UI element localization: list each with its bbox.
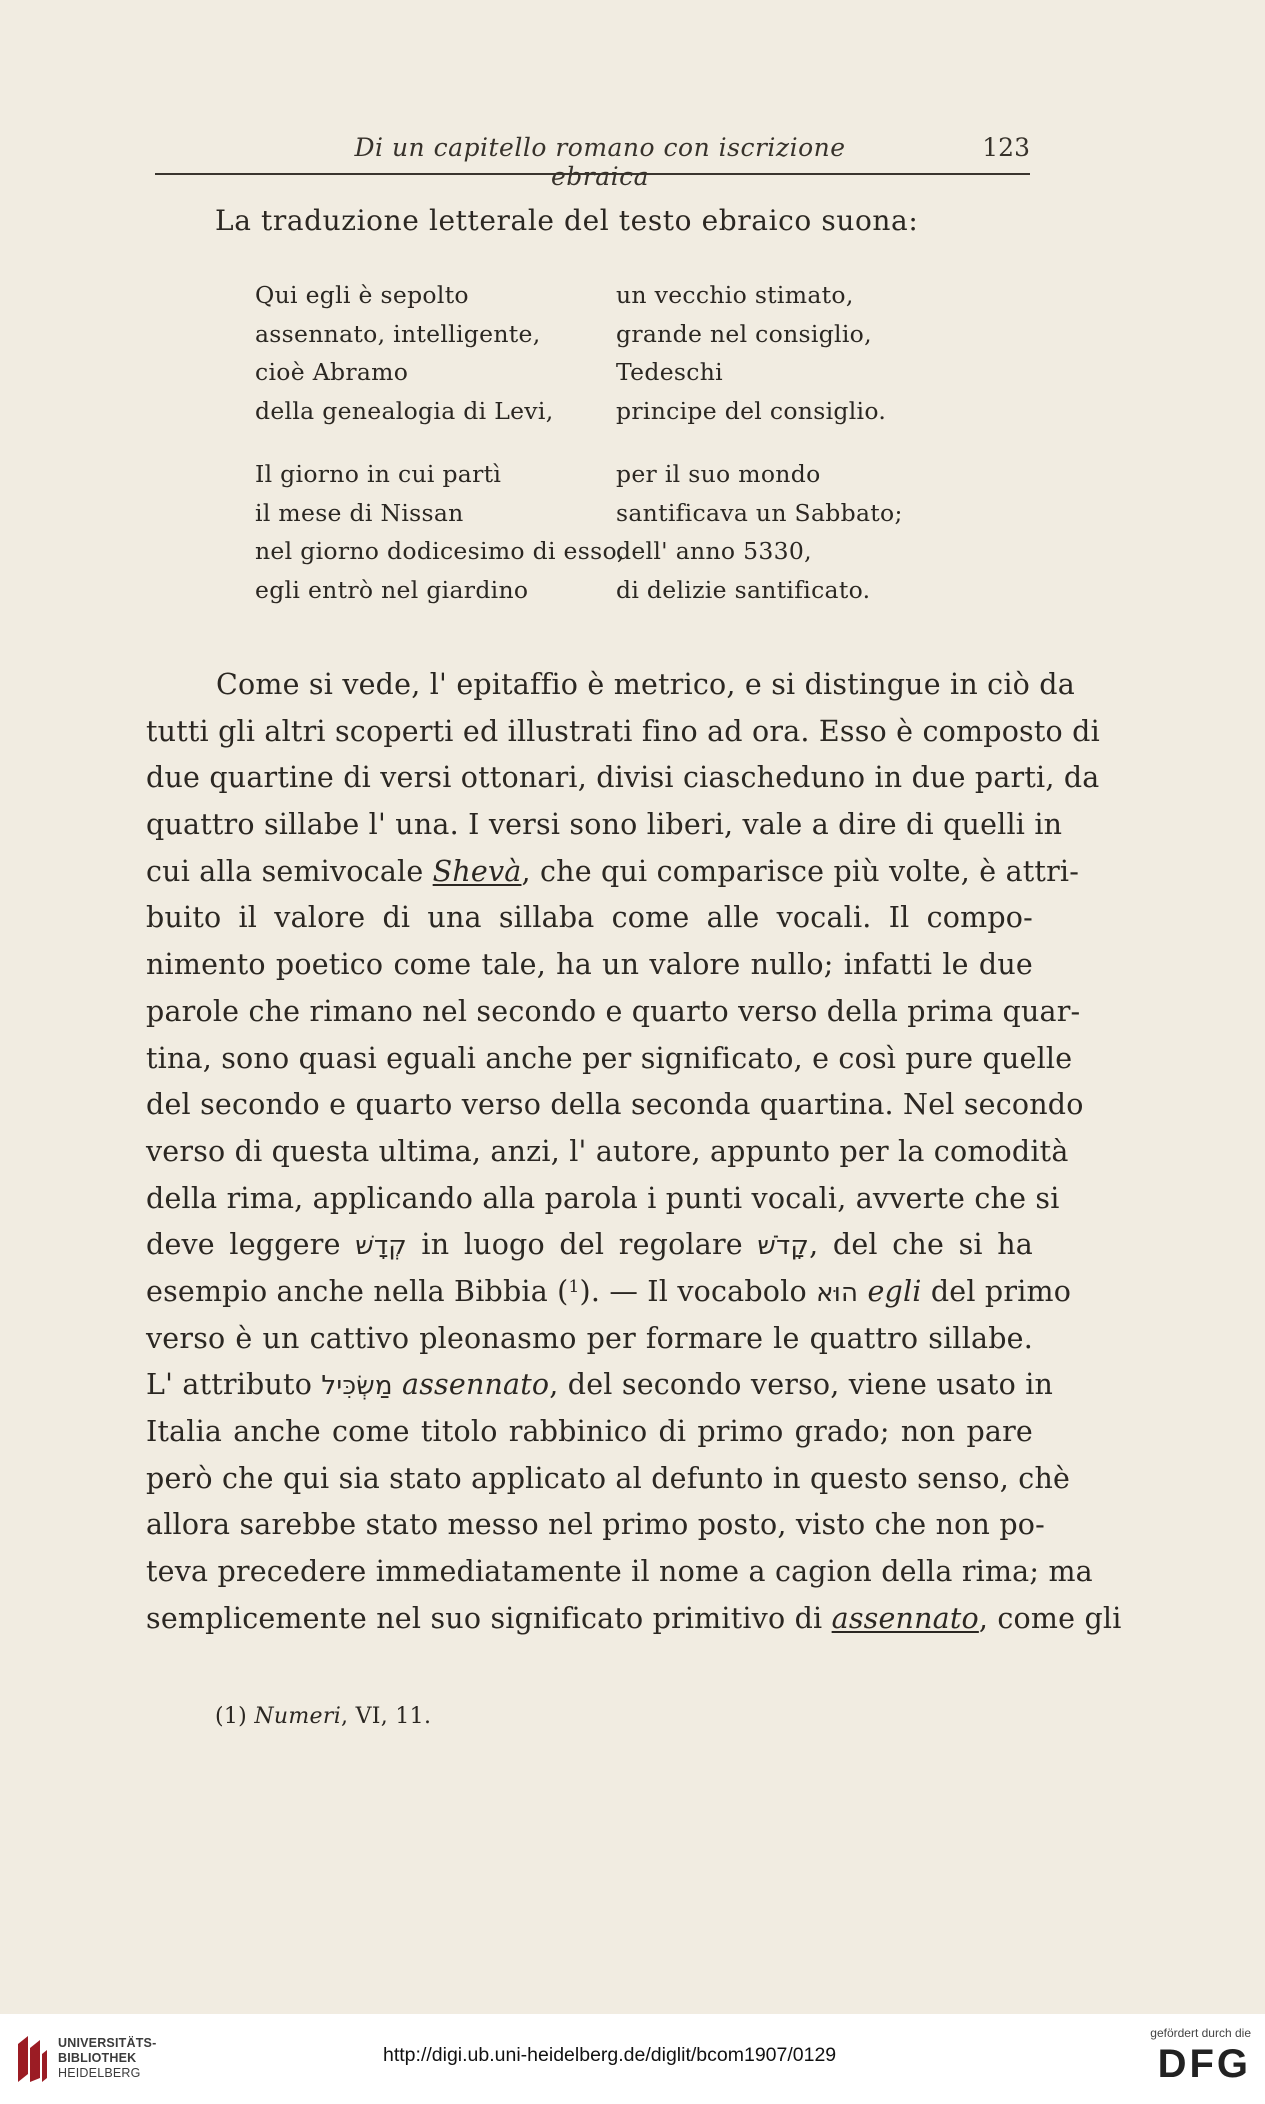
footnote: [215, 1704, 431, 1729]
body-line: Italia anche come titolo rabbinico di primo grado; non pare: [146, 1415, 1033, 1448]
funder-block: [1111, 2026, 1251, 2087]
running-header: [155, 133, 1030, 191]
footnote-reference: 1: [568, 1276, 580, 1297]
body-text-span: , del che si ha: [809, 1228, 1033, 1262]
body-text-span: , che qui comparisce più volte, è attri-: [521, 854, 1080, 888]
body-line: verso è un cattivo pleonasmo per formare le quattro sillabe.: [146, 1321, 1033, 1355]
library-name-line: BIBLIOTHEK: [58, 2051, 137, 2065]
body-line: allora sarebbe stato messo nel primo posto, visto che non po-: [146, 1508, 1045, 1542]
body-line: però che qui sia stato applicato al defunto in questo senso, chè: [146, 1461, 1071, 1495]
term-assennato: assennato: [402, 1368, 550, 1402]
body-line: tina, sono quasi eguali anche per significato, e così pure quelle: [146, 1041, 1073, 1075]
permalink-url[interactable]: http://digi.ub.uni-heidelberg.de/diglit/bcom1907/0129: [383, 2044, 837, 2066]
verse-line: Il giorno in cui partì: [255, 460, 502, 488]
body-text-span: semplicemente nel suo significato primitivo di: [146, 1601, 823, 1635]
hebrew-word-kedash: קְדָשׁ: [355, 1231, 407, 1262]
body-line: Come si vede, l' epitaffio è metrico, e si distingue in ciò da: [216, 668, 1075, 701]
body-text-span: L' attributo: [146, 1368, 313, 1402]
body-line: buito il valore di una sillaba come alle vocali. Il compo-: [146, 901, 1033, 935]
verse-line: per il suo mondo: [616, 460, 821, 488]
body-line: due quartine di versi ottonari, divisi ciascheduno in due parti, da: [146, 761, 1100, 795]
body-text-span: del primo: [930, 1274, 1072, 1308]
footnote-text: , VI, 11.: [341, 1704, 432, 1729]
body-line: verso di questa ultima, anzi, l' autore, appunto per la comodità: [146, 1134, 1069, 1168]
lead-sentence: La traduzione letterale del testo ebraico suona:: [215, 204, 919, 237]
body-line: del secondo e quarto verso della seconda quartina. Nel secondo: [146, 1088, 1084, 1122]
body-text-span: esempio anche nella Bibbia (: [146, 1274, 569, 1308]
verse-line: dell' anno 5330,: [616, 537, 812, 565]
body-line: [146, 1222, 1033, 1269]
running-title: Di un capitello romano con iscrizione ebraica: [354, 133, 846, 191]
body-line: [146, 1596, 1122, 1643]
body-line: [146, 1269, 1072, 1316]
verse-line: di delizie santificato.: [616, 575, 871, 604]
body-text-span: ). — Il vocabolo: [579, 1274, 807, 1308]
library-logo-icon: [14, 2034, 48, 2084]
body-line: quattro sillabe l' una. I versi sono liberi, vale a dire di quelli in: [146, 808, 1063, 842]
footnote-reference-title: Numeri: [254, 1704, 342, 1729]
term-assennato: assennato: [831, 1601, 979, 1635]
body-line: [146, 849, 1080, 896]
hebrew-word-hu: הוּא: [816, 1277, 859, 1308]
verse-stanza-1-left: [255, 276, 553, 430]
library-name-line: UNIVERSITÄTS-: [58, 2036, 157, 2050]
hebrew-word-maskil: מַשְׂכִּיל: [321, 1371, 393, 1402]
verse-line: il mese di Nissan: [255, 498, 464, 527]
verse-line: Qui egli è sepolto: [255, 281, 469, 309]
verse-line: assennato, intelligente,: [255, 319, 541, 348]
library-name: [58, 2036, 156, 2081]
verse-line: della genealogia di Levi,: [255, 396, 554, 425]
body-text-span: deve leggere: [146, 1228, 341, 1262]
verse-line: principe del consiglio.: [616, 396, 887, 425]
body-text-span: , come gli: [978, 1601, 1122, 1635]
body-line: parole che rimano nel secondo e quarto verso della prima quar-: [146, 994, 1081, 1028]
verse-stanza-2-right: [616, 455, 903, 609]
page-number: 123: [982, 133, 1030, 162]
verse-line: grande nel consiglio,: [616, 319, 872, 348]
body-line: [146, 1362, 1054, 1409]
term-egli: egli: [867, 1274, 922, 1308]
hebrew-word-kadosh: קָדֹשׁ: [757, 1231, 810, 1262]
verse-line: un vecchio stimato,: [616, 281, 854, 309]
body-line: tutti gli altri scoperti ed illustrati fino ad ora. Esso è composto di: [146, 714, 1100, 748]
verse-line: Tedeschi: [616, 358, 723, 386]
verse-line: santificava un Sabbato;: [616, 498, 903, 527]
body-line: nimento poetico come tale, ha un valore nullo; infatti le due: [146, 948, 1033, 982]
library-name-line: HEIDELBERG: [58, 2066, 141, 2080]
funder-label: gefördert durch die: [1150, 2026, 1251, 2040]
verse-line: nel giorno dodicesimo di esso,: [255, 537, 625, 565]
footnote-mark: (1): [215, 1704, 248, 1729]
term-sheva: Shevà: [432, 854, 522, 888]
body-line: della rima, applicando alla parola i punti vocali, avverte che si: [146, 1181, 1060, 1215]
verse-stanza-1-right: [616, 276, 886, 430]
verse-line: cioè Abramo: [255, 358, 409, 386]
verse-stanza-2-left: [255, 455, 625, 609]
body-paragraph: [146, 662, 1122, 1642]
body-text-span: , del secondo verso, viene usato in: [549, 1368, 1054, 1402]
dfg-logo: DFG: [1157, 2042, 1251, 2086]
body-line: teva precedere immediatamente il nome a cagion della rima; ma: [146, 1555, 1093, 1589]
verse-line: egli entrò nel giardino: [255, 575, 529, 604]
body-text-span: in luogo del regolare: [421, 1228, 743, 1262]
body-text-span: cui alla semivocale: [146, 854, 424, 888]
digitization-footer: [0, 2014, 1265, 2104]
